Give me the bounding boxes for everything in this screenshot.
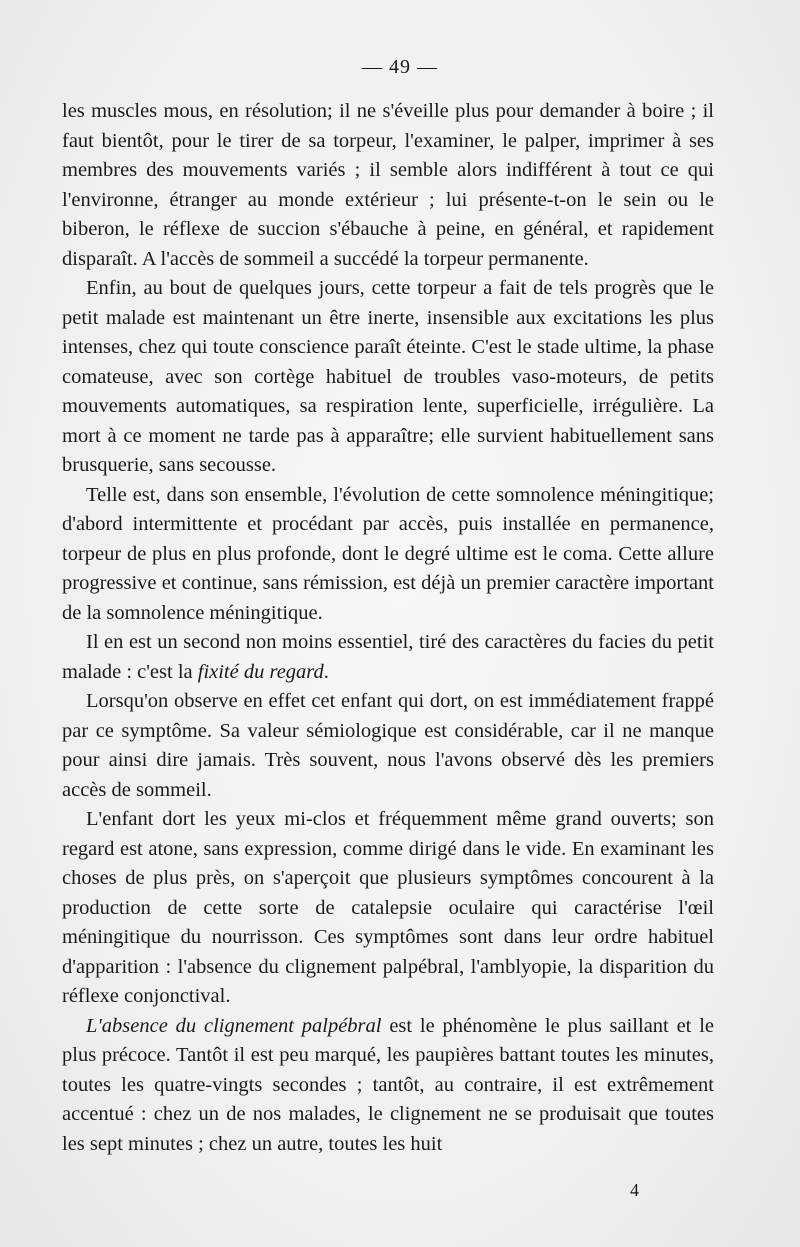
paragraph-7-text: est le phénomène le plus saillant et le plus précoce. Tantôt il est peu marqué, les paupières battant toutes les minutes, toutes les quatre-vingts secondes ; tantôt, au contraire, il est extrêmement accentué : chez un de nos malades, le clignement ne se produisait que toutes les sept minutes ; chez un autre, toutes les huit (62, 1014, 715, 1155)
paragraph-3-text: Telle est, dans son ensemble, l'évolution de cette somnolence méningitique; d'abord intermittente et procédant par accès, puis installée en permanence, torpeur de plus en plus profonde, dont le degré ultime est le coma. Cette allure progressive et continue, sans rémission, est déjà un premier caractère important de la somnolence méningitique. (62, 483, 714, 624)
paragraph-4-text: Il en est un second non moins essentiel, tiré des caractères du facies du petit malade : c'est la (62, 631, 714, 683)
paragraph-4-tail: . (323, 660, 329, 683)
paragraph-7-emphasis: L'absence du clignement palpébral (86, 1014, 382, 1037)
paragraph-1 (62, 97, 714, 274)
paragraph-6-text: L'enfant dort les yeux mi-clos et fréquemment même grand ouverts; son regard est atone, sans expression, comme dirigé dans le vide. En examinant les choses de plus près, on s'aperçoit que plusieurs symptômes concourent à la production de cette sorte de catalepsie oculaire qui caractérise l'œil méningitique du nourrisson. Ces symptômes sont dans leur ordre habituel d'apparition : l'absence du clignement palpébral, l'amblyopie, la disparition du réflexe conjonctival. (62, 808, 714, 1007)
paragraph-4 (62, 628, 714, 687)
paragraph-4-emphasis: fixité du regard (197, 660, 324, 683)
page-number: — 49 — (362, 56, 438, 78)
paragraph-5-text: Lorsqu'on observe en effet cet enfant qui dort, on est immédiatement frappé par ce symptôme. Sa valeur sémiologique est considérable, car il ne manque pour ainsi dire jamais. Très souvent, nous l'avons observé dès les premiers accès de sommeil. (62, 690, 714, 801)
paragraph-1-text: les muscles mous, en résolution; il ne s'éveille plus pour demander à boire ; il faut bientôt, pour le tirer de sa torpeur, l'examiner, le palper, imprimer à ses membres des mouvements variés ; il semble alors indifférent à tout ce qui l'environne, étranger au monde extérieur ; lui présente-t-on le sein ou le biberon, le réflexe de succion s'ébauche à peine, en général, et rapidement disparaît. A l'accès de sommeil a succédé la torpeur permanente. (62, 100, 714, 270)
paragraph-2-text: Enfin, au bout de quelques jours, cette torpeur a fait de tels progrès que le petit malade est maintenant un être inerte, insensible aux excitations les plus intenses, chez qui toute conscience paraît éteinte. C'est le stade ultime, la phase comateuse, avec son cortège habituel de troubles vaso-moteurs, de petits mouvements automatiques, sa respiration lente, superficielle, irrégulière. La mort à ce moment ne tarde pas à apparaître; elle survient habituellement sans brusquerie, sans secousse. (62, 277, 714, 476)
paragraph-2 (62, 274, 714, 481)
paragraph-6 (62, 805, 714, 1012)
body-text (62, 97, 714, 1159)
paragraph-7 (62, 1012, 714, 1160)
paragraph-5 (62, 687, 714, 805)
signature-mark: 4 (630, 1180, 639, 1200)
paragraph-3 (62, 481, 714, 629)
